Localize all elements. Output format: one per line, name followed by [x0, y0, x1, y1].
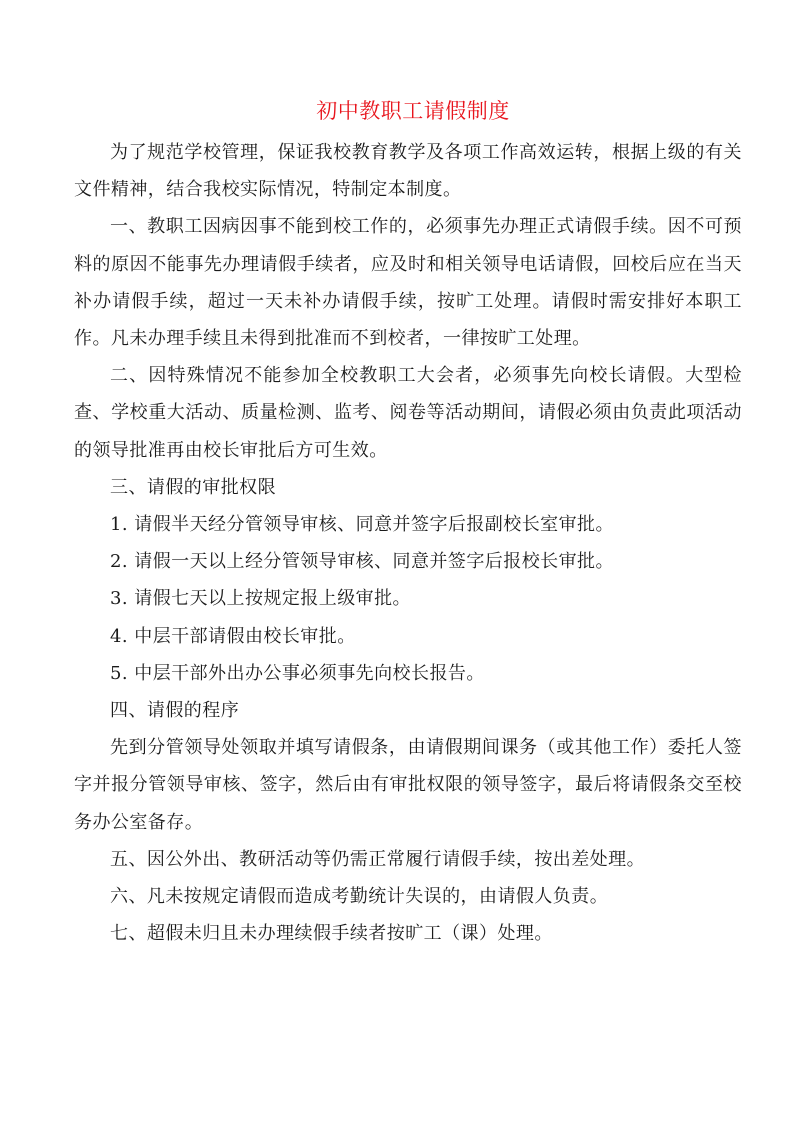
paragraph-procedure: 先到分管领导处领取并填写请假条，由请假期间课务（或其他工作）委托人签字并报分管领导审核、签字，然后由有审批权限的领导签字，最后将请假条交至校务办公室备存。	[74, 737, 742, 833]
list-item-2: 2. 请假一天以上经分管领导审核、同意并签字后报校长审批。	[110, 551, 614, 573]
paragraph-section-7: 七、超假未归且未办理续假手续者按旷工（课）处理。	[110, 923, 553, 945]
heading-section-4: 四、请假的程序	[110, 700, 240, 722]
list-item-3: 3. 请假七天以上按规定报上级审批。	[110, 588, 411, 610]
paragraph-section-1: 一、教职工因病因事不能到校工作的，必须事先办理正式请假手续。因不可预料的原因不能事先办理请假手续者，应及时和相关领导电话请假，回校后应在当天补办请假手续，超过一天未补办请假手续，按旷工处理。请假时需安排好本职工作。凡未办理手续且未得到批准而不到校者，一律按旷工处理。	[74, 216, 742, 350]
document-title: 初中教职工请假制度	[316, 99, 510, 123]
paragraph-section-6: 六、凡未按规定请假而造成考勤统计失误的，由请假人负责。	[110, 886, 609, 908]
list-item-1: 1. 请假半天经分管领导审核、同意并签字后报副校长室审批。	[110, 514, 614, 536]
heading-section-3: 三、请假的审批权限	[110, 476, 277, 498]
paragraph-section-2: 二、因特殊情况不能参加全校教职工大会者，必须事先向校长请假。大型检查、学校重大活动、质量检测、监考、阅卷等活动期间，请假必须由负责此项活动的领导批准再由校长审批后方可生效。	[74, 365, 742, 461]
paragraph-intro: 为了规范学校管理，保证我校教育教学及各项工作高效运转，根据上级的有关文件精神，结合我校实际情况，特制定本制度。	[74, 142, 742, 201]
paragraph-section-5: 五、因公外出、教研活动等仍需正常履行请假手续，按出差处理。	[110, 848, 646, 870]
list-item-5: 5. 中层干部外出办公事必须事先向校长报告。	[110, 662, 485, 684]
list-item-4: 4. 中层干部请假由校长审批。	[110, 625, 356, 647]
